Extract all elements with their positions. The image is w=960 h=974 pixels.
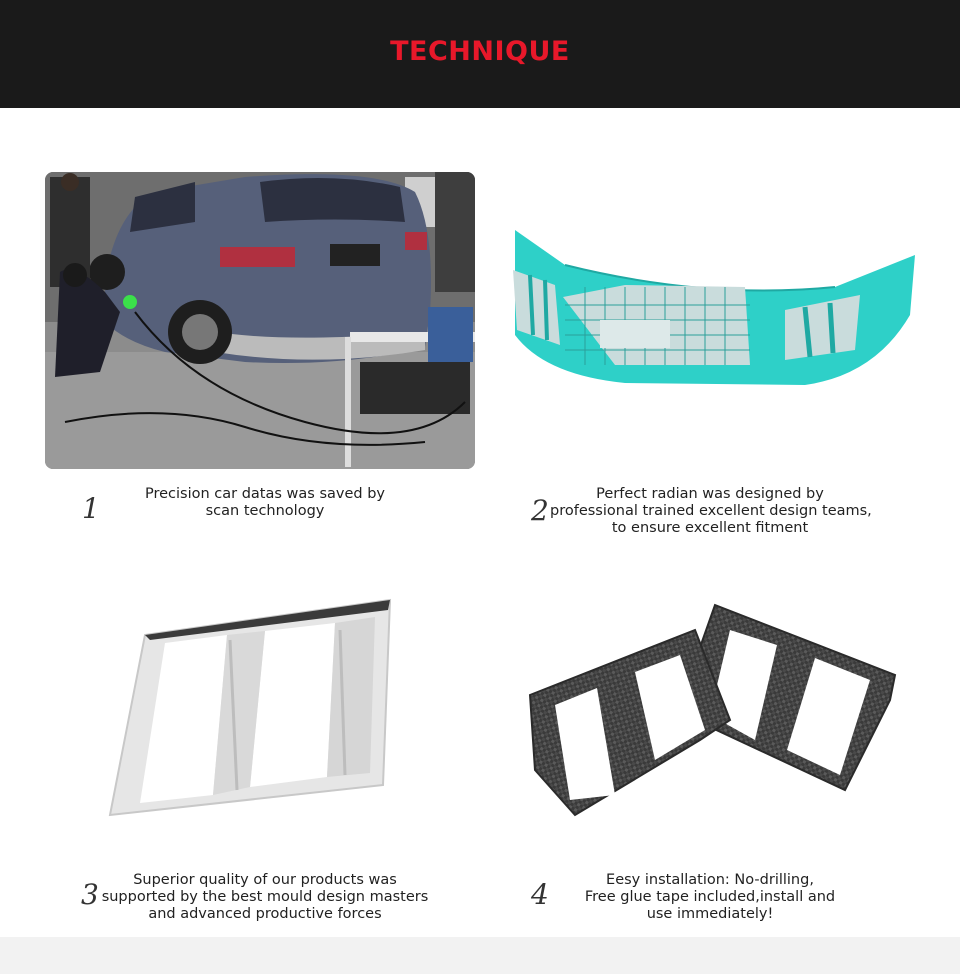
caption-line: and advanced productive forces [148,906,382,922]
caption-line: Superior quality of our products was [133,872,397,888]
step-caption-1 [110,486,420,520]
step-number-1: 1 [82,492,100,525]
caption-line: Precision car datas was saved by [144,486,385,502]
caption-line: supported by the best mould design masters [101,889,429,905]
mould-vent-model [105,595,395,820]
step-number-3: 3 [81,878,99,911]
step-number-4: 4 [531,878,549,911]
bumper-scan-model [505,225,920,395]
page-title: TECHNIQUE [390,36,570,67]
header-bar [0,0,960,108]
footer-strip [0,937,960,974]
step-caption-2 [550,486,870,537]
scan-photo [45,172,475,469]
caption-line: professional trained excellent design teams, [550,503,872,519]
step-caption-3 [100,872,430,923]
caption-line: use immediately! [646,906,774,922]
carbon-vents-photo [515,600,905,820]
step-number-2: 2 [531,494,549,527]
caption-line: Eesy installation: No-drilling, [606,872,814,888]
caption-line: to ensure excellent fitment [611,520,809,536]
caption-line: Free glue tape included,install and [584,889,836,905]
caption-line: Perfect radian was designed by [596,486,824,502]
caption-line: scan technology [205,503,325,519]
step-caption-4 [560,872,860,923]
